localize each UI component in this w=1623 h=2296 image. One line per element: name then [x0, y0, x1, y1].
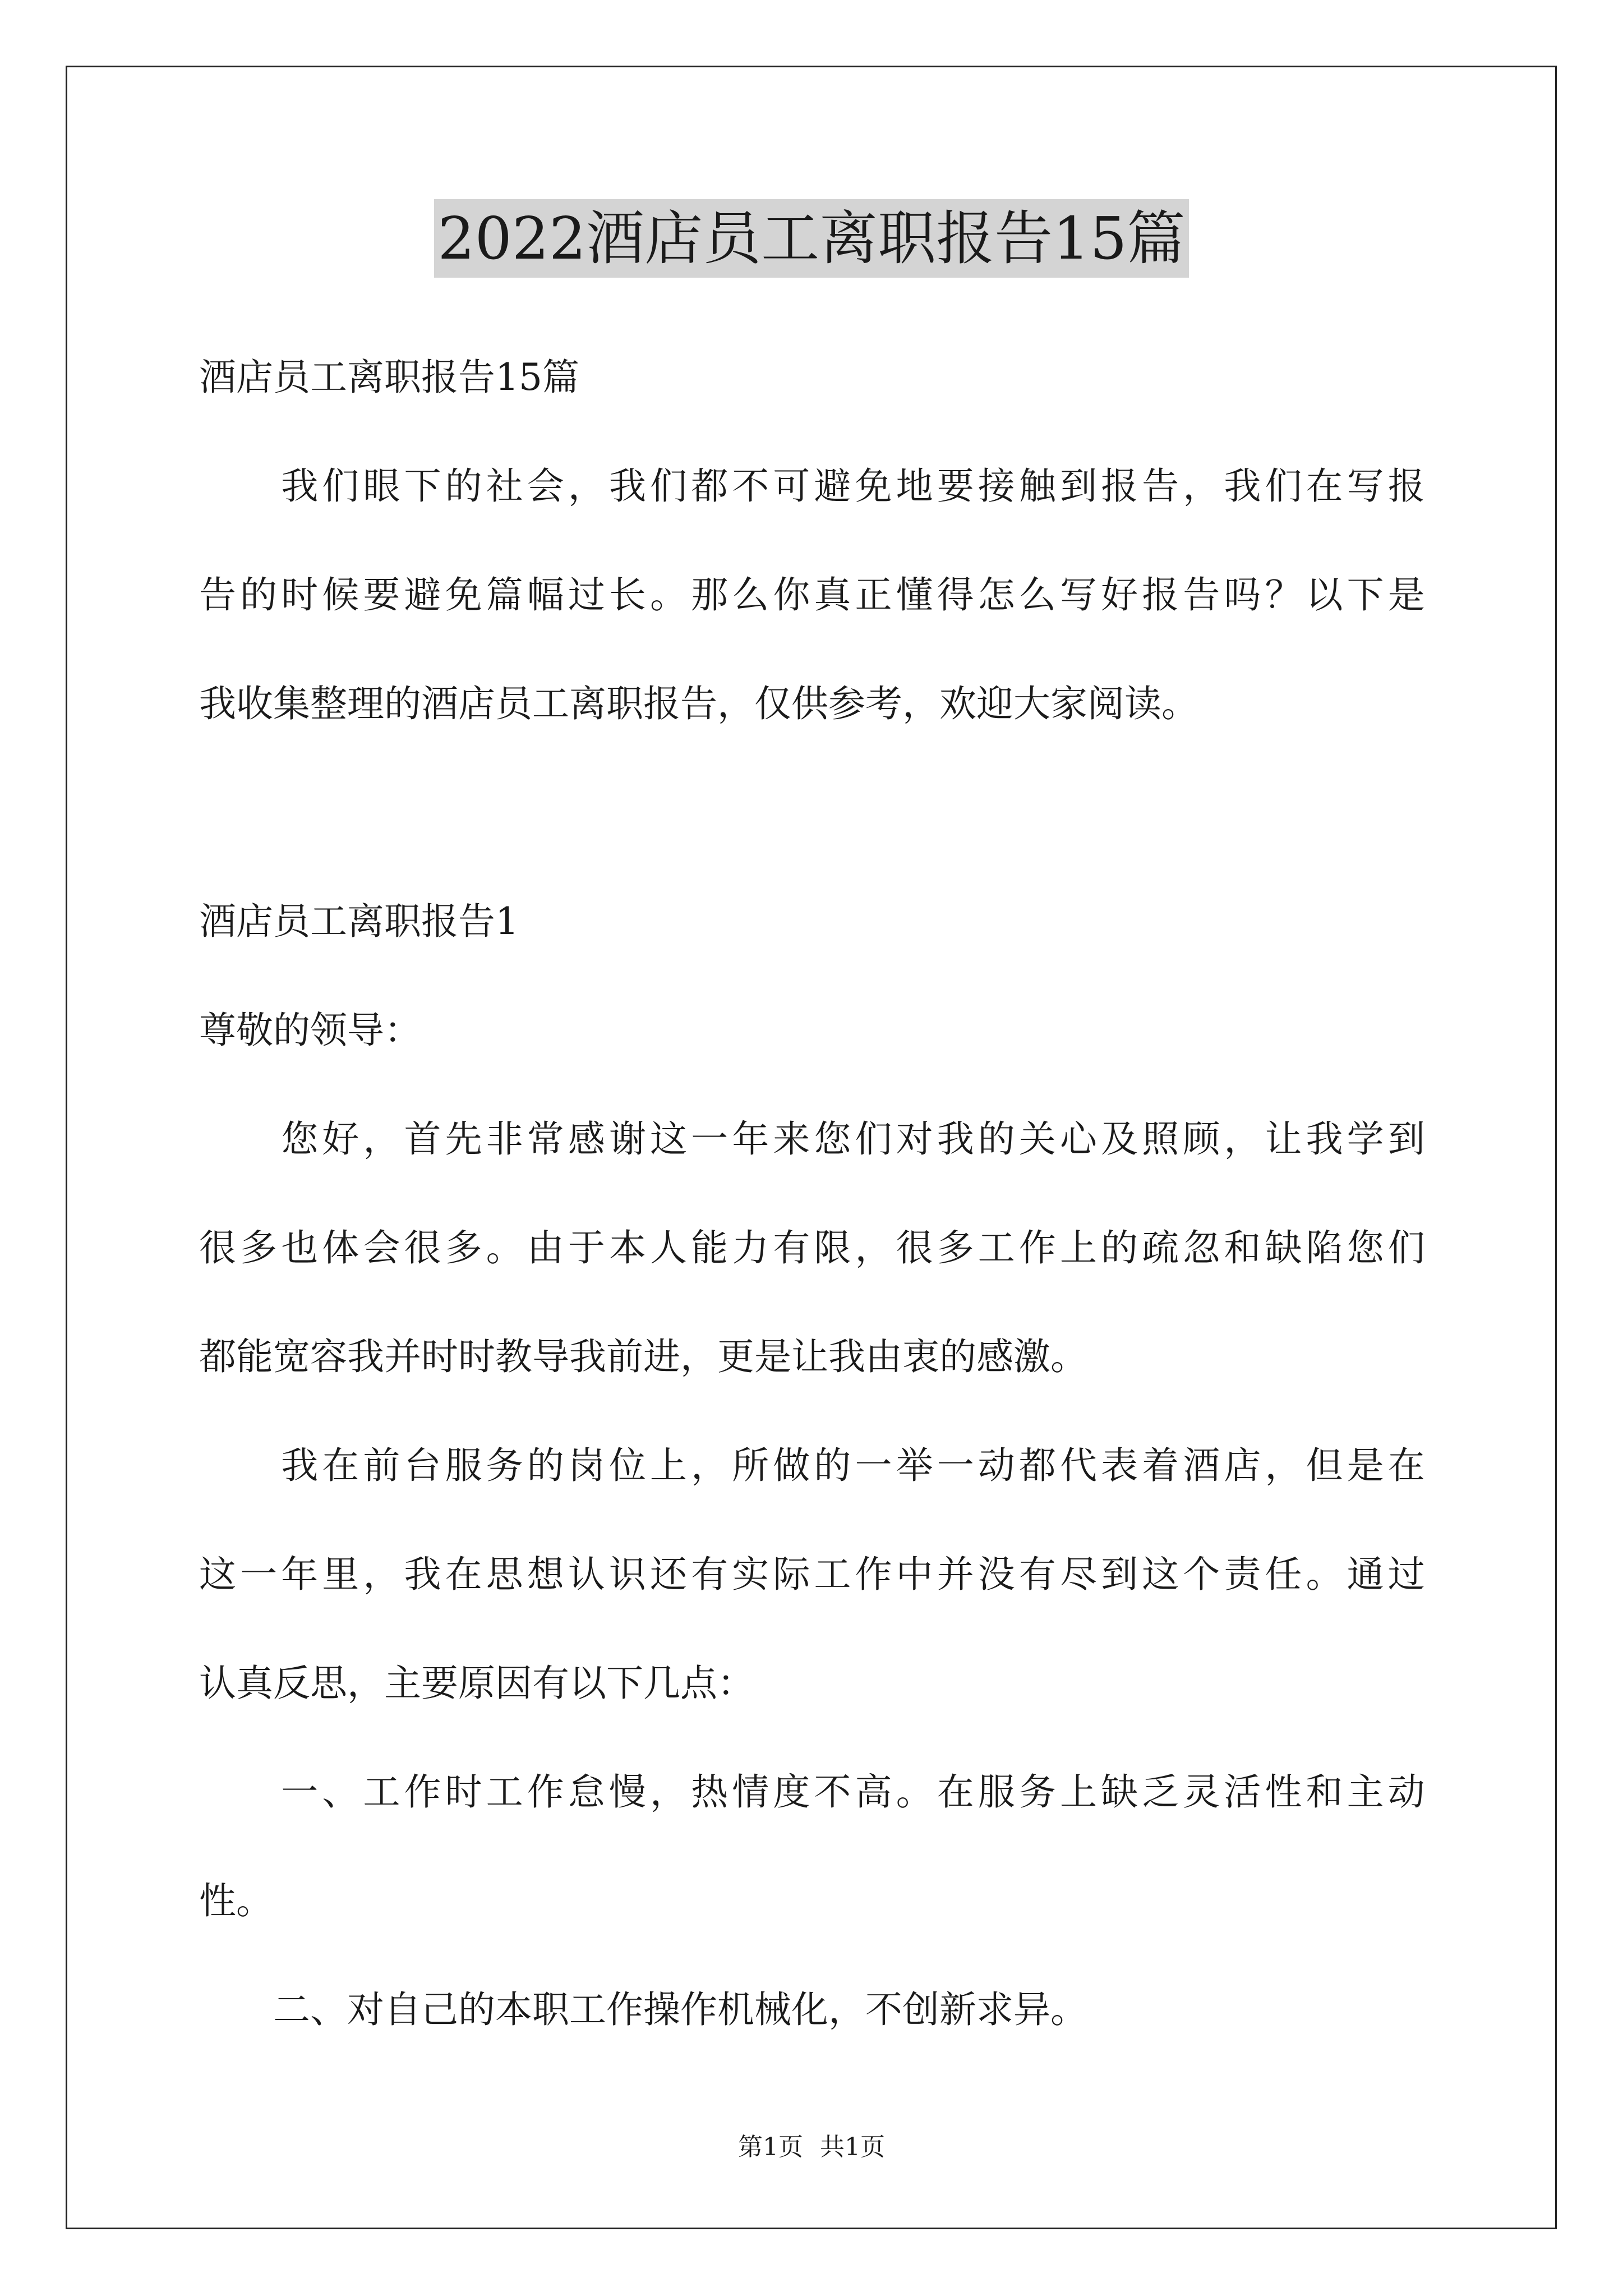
text-char: 也 [281, 1226, 319, 1269]
text-char: 地 [896, 464, 933, 508]
text-char: 高 [855, 1770, 892, 1814]
text-char: 的 [814, 1444, 851, 1487]
text-char: 的 [445, 464, 482, 508]
text-char: 怠 [568, 1770, 605, 1814]
text-char: 们 [1387, 1226, 1425, 1269]
text-char: 过 [568, 573, 605, 616]
text-char: 告 [1142, 464, 1179, 508]
text-char: 触 [1018, 464, 1056, 508]
text-char: 写 [1059, 573, 1097, 616]
text-char: 时 [281, 573, 319, 616]
intro-line-2 [199, 570, 1425, 620]
text-char: 性 [1265, 1770, 1302, 1814]
text-char: ， [855, 1226, 892, 1269]
text-char: 报 [1387, 464, 1425, 508]
text-char: 。 [486, 1226, 523, 1269]
text-char: 灵 [1183, 1770, 1220, 1814]
text-char: 多 [240, 1226, 278, 1269]
text-char: 不 [732, 464, 769, 508]
text-char: 。 [896, 1770, 933, 1814]
text-char: 热 [691, 1770, 728, 1814]
text-char: 很 [199, 1226, 236, 1269]
text-char [240, 1441, 277, 1491]
salutation: 尊敬的领导： [199, 1009, 421, 1052]
text-char: ， [691, 1444, 728, 1487]
text-char: 会 [363, 1226, 400, 1269]
text-char: 位 [608, 1444, 646, 1487]
text-char: 以 [1306, 573, 1343, 616]
text-char: 过 [1387, 1553, 1425, 1596]
text-char: 体 [322, 1226, 359, 1269]
text-char: 认 [568, 1553, 605, 1596]
text-char: 一 [937, 1444, 974, 1487]
text-char: 吗 [1224, 573, 1261, 616]
document-title: 2022酒店员工离职报告15篇 [434, 199, 1188, 278]
text-char: ， [1183, 464, 1220, 508]
text-char: 缺 [1101, 1770, 1138, 1814]
text-char: 台 [404, 1444, 441, 1487]
text-char: 关 [1018, 1117, 1056, 1161]
text-char: 免 [855, 464, 892, 508]
text-char: 在 [1387, 1444, 1425, 1487]
text-char: 在 [445, 1553, 482, 1596]
text-char: 我 [608, 464, 646, 508]
text-char: 一 [855, 1444, 892, 1487]
text-char: 可 [773, 464, 810, 508]
para4-line-1: 二、对自己的本职工作操作机械化，不创新求异。 [199, 1988, 1087, 2031]
text-char: 告 [1183, 573, 1220, 616]
text-char: 陷 [1306, 1226, 1343, 1269]
text-char [199, 1441, 236, 1491]
text-char: 但 [1306, 1444, 1343, 1487]
text-char [240, 1114, 277, 1165]
text-char: 缺 [1265, 1226, 1302, 1269]
para2-line-3: 认真反思，主要原因有以下几点： [199, 1662, 754, 1705]
text-char: 和 [1224, 1226, 1261, 1269]
text-char: 下 [1347, 573, 1384, 616]
text-char: 作 [855, 1553, 892, 1596]
text-char: 我 [281, 1444, 319, 1487]
text-char: 我 [1224, 464, 1261, 508]
text-char: 。 [1306, 1553, 1343, 1596]
text-char: 一 [281, 1770, 319, 1814]
text-char: 要 [937, 464, 974, 508]
text-char: 照 [1142, 1117, 1179, 1161]
text-char: 。 [650, 573, 688, 616]
text-char: 你 [773, 573, 810, 616]
text-char: ， [363, 1117, 400, 1161]
para2-line-2 [199, 1549, 1425, 1600]
text-char: 务 [1018, 1770, 1056, 1814]
page-number: 第1页 [738, 2133, 803, 2161]
text-char: 很 [404, 1226, 441, 1269]
text-char: 感 [568, 1117, 605, 1161]
text-char: 里 [322, 1553, 359, 1596]
text-char: 免 [445, 573, 482, 616]
text-char: 到 [1059, 464, 1097, 508]
text-char [199, 1114, 236, 1165]
para1-line-3: 都能宽容我并时时教导我前进，更是让我由衷的感激。 [199, 1335, 1087, 1378]
text-char: 疏 [1142, 1226, 1179, 1269]
text-char: 在 [937, 1770, 974, 1814]
text-char [240, 461, 277, 512]
text-char: 一 [240, 1553, 278, 1596]
text-char: 服 [445, 1444, 482, 1487]
text-char: 下 [404, 464, 441, 508]
text-char: 前 [363, 1444, 400, 1487]
text-char: 际 [773, 1553, 810, 1596]
text-char: 实 [732, 1553, 769, 1596]
title-container [0, 199, 1623, 278]
text-char: 长 [608, 573, 646, 616]
text-char: 服 [978, 1770, 1015, 1814]
text-char: 懂 [896, 573, 933, 616]
text-char: 所 [732, 1444, 769, 1487]
text-char: 有 [773, 1226, 810, 1269]
text-char: 到 [1387, 1117, 1425, 1161]
text-char: 和 [1306, 1770, 1343, 1814]
text-char: 这 [199, 1553, 236, 1596]
text-char: 们 [855, 1117, 892, 1161]
text-char: ， [568, 464, 605, 508]
text-char: 们 [1265, 464, 1302, 508]
text-char: 有 [691, 1553, 728, 1596]
text-char: 时 [445, 1770, 482, 1814]
text-char: 中 [896, 1553, 933, 1596]
text-char: 这 [650, 1117, 688, 1161]
text-char: 工 [363, 1770, 400, 1814]
text-char: 那 [691, 573, 728, 616]
text-char: 我 [404, 1553, 441, 1596]
text-char: 篇 [486, 573, 523, 616]
text-char: 候 [322, 573, 359, 616]
text-char: 代 [1059, 1444, 1097, 1487]
text-char [240, 1767, 277, 1818]
text-char: 眼 [363, 464, 400, 508]
text-char: 举 [896, 1444, 933, 1487]
para1-line-1 [199, 1114, 1425, 1165]
text-char: 正 [855, 573, 892, 616]
text-char: 有 [1018, 1553, 1056, 1596]
text-char: 得 [937, 573, 974, 616]
text-char: 您 [281, 1117, 319, 1161]
text-char [199, 461, 236, 512]
text-char: 尽 [1059, 1553, 1097, 1596]
text-char: 们 [322, 464, 359, 508]
text-char: 都 [1018, 1444, 1056, 1487]
text-char: 学 [1347, 1117, 1384, 1161]
text-char: 酒 [1183, 1444, 1220, 1487]
text-char: 告 [199, 573, 236, 616]
text-char: 岗 [568, 1444, 605, 1487]
text-char: 社 [486, 464, 523, 508]
text-char: 很 [896, 1226, 933, 1269]
text-char: 乏 [1142, 1770, 1179, 1814]
text-char: 报 [1101, 464, 1138, 508]
text-char: 能 [691, 1226, 728, 1269]
text-char: 我 [937, 1117, 974, 1161]
text-char: 的 [240, 573, 278, 616]
text-char: 个 [1183, 1553, 1220, 1596]
text-char: 到 [1101, 1553, 1138, 1596]
text-char: 首 [404, 1117, 441, 1161]
text-char: 的 [978, 1117, 1015, 1161]
text-char: 么 [1018, 573, 1056, 616]
text-char: 都 [691, 464, 728, 508]
text-char: 在 [1306, 464, 1343, 508]
text-char: 避 [404, 573, 441, 616]
text-char: 这 [1142, 1553, 1179, 1596]
text-char: 情 [732, 1770, 769, 1814]
text-char: 写 [1347, 464, 1384, 508]
text-char: 来 [773, 1117, 810, 1161]
text-char: 对 [896, 1117, 933, 1161]
text-char: 是 [1347, 1444, 1384, 1487]
para1-line-2 [199, 1223, 1425, 1273]
text-char: 好 [1101, 573, 1138, 616]
text-char: 您 [814, 1117, 851, 1161]
text-char: 活 [1224, 1770, 1261, 1814]
text-char: 上 [650, 1444, 688, 1487]
text-char: 好 [322, 1117, 359, 1161]
text-char: ， [1265, 1444, 1302, 1487]
text-char: 我 [281, 464, 319, 508]
text-char: 还 [650, 1553, 688, 1596]
text-char: 非 [486, 1117, 523, 1161]
text-char: 上 [1059, 1226, 1097, 1269]
text-char: 一 [691, 1117, 728, 1161]
text-char: 人 [650, 1226, 688, 1269]
para3-line-1 [199, 1767, 1425, 1818]
text-char: 务 [486, 1444, 523, 1487]
text-char: 、 [322, 1770, 359, 1814]
text-char: 想 [527, 1553, 564, 1596]
text-char: 是 [1387, 573, 1425, 616]
text-char: 顾 [1183, 1117, 1220, 1161]
text-char: 思 [486, 1553, 523, 1596]
text-char: 并 [937, 1553, 974, 1596]
intro-line-1 [199, 461, 1425, 512]
text-char: 度 [773, 1770, 810, 1814]
text-char: 于 [568, 1226, 605, 1269]
text-char: 责 [1224, 1553, 1261, 1596]
text-char: 表 [1101, 1444, 1138, 1487]
text-char: 作 [1018, 1226, 1056, 1269]
text-char: 幅 [527, 573, 564, 616]
text-char: 做 [773, 1444, 810, 1487]
text-char: 上 [1059, 1770, 1097, 1814]
text-char: 作 [404, 1770, 441, 1814]
text-char: 怎 [978, 573, 1015, 616]
text-char: 们 [650, 464, 688, 508]
text-char: 及 [1101, 1117, 1138, 1161]
text-char: 多 [445, 1226, 482, 1269]
page-footer [0, 2131, 1623, 2164]
text-char: 先 [445, 1117, 482, 1161]
text-char: 年 [732, 1117, 769, 1161]
text-char: 年 [281, 1553, 319, 1596]
text-char: ， [1224, 1117, 1261, 1161]
intro-line-3: 我收集整理的酒店员工离职报告，仅供参考，欢迎大家阅读。 [199, 682, 1198, 725]
text-char: 工 [486, 1770, 523, 1814]
text-char: 主 [1347, 1770, 1384, 1814]
text-char: 会 [527, 464, 564, 508]
text-char: 限 [814, 1226, 851, 1269]
text-char: 让 [1265, 1117, 1302, 1161]
page-total: 共1页 [820, 2133, 885, 2161]
text-char: 多 [937, 1226, 974, 1269]
text-char: 常 [527, 1117, 564, 1161]
text-char: 报 [1142, 573, 1179, 616]
text-char: 的 [527, 1444, 564, 1487]
text-char: 由 [527, 1226, 564, 1269]
text-char: 在 [322, 1444, 359, 1487]
text-char: 么 [732, 573, 769, 616]
text-char: 慢 [608, 1770, 646, 1814]
text-char: 作 [527, 1770, 564, 1814]
text-char: 不 [814, 1770, 851, 1814]
text-char: 本 [608, 1226, 646, 1269]
text-char [199, 1767, 236, 1818]
text-char: 真 [814, 573, 851, 616]
text-char: 工 [978, 1226, 1015, 1269]
text-char: 任 [1265, 1553, 1302, 1596]
text-char: 着 [1142, 1444, 1179, 1487]
text-char: ， [650, 1770, 688, 1814]
text-char: 店 [1224, 1444, 1261, 1487]
text-char: 没 [978, 1553, 1015, 1596]
text-char: 动 [1387, 1770, 1425, 1814]
text-char: 谢 [608, 1117, 646, 1161]
document-subtitle: 酒店员工离职报告15篇 [199, 356, 579, 399]
text-char: 的 [1101, 1226, 1138, 1269]
para2-line-1 [199, 1441, 1425, 1491]
text-char: 我 [1306, 1117, 1343, 1161]
text-char: 要 [363, 573, 400, 616]
text-char: 避 [814, 464, 851, 508]
text-char: ， [363, 1553, 400, 1596]
text-char: 动 [978, 1444, 1015, 1487]
para3-line-2: 性。 [199, 1879, 273, 1922]
text-char: 接 [978, 464, 1015, 508]
text-char: 工 [814, 1553, 851, 1596]
text-char: 心 [1059, 1117, 1097, 1161]
section-heading: 酒店员工离职报告1 [199, 900, 519, 943]
text-char: 忽 [1183, 1226, 1220, 1269]
text-char: ？ [1265, 573, 1302, 616]
text-char: 您 [1347, 1226, 1384, 1269]
text-char: 通 [1347, 1553, 1384, 1596]
text-char: 力 [732, 1226, 769, 1269]
text-char: 识 [608, 1553, 646, 1596]
